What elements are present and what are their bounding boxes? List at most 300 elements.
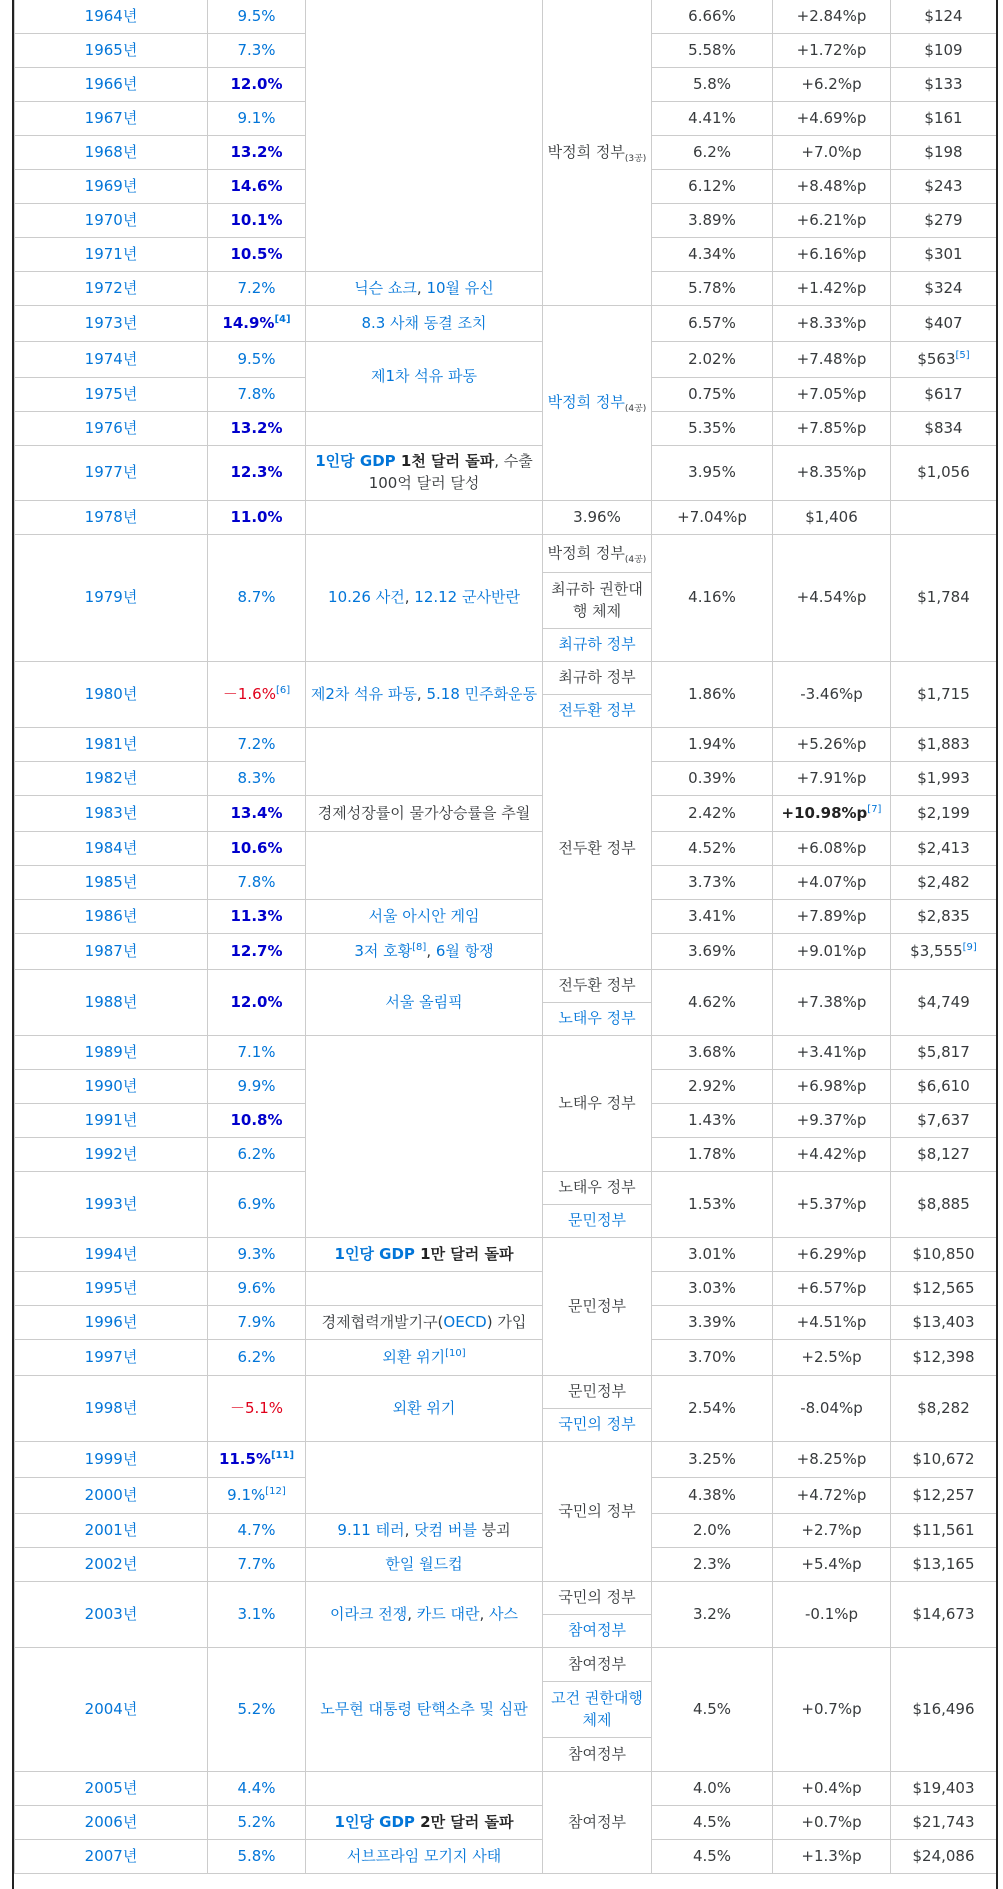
growth-rate-value: 9.1% [227, 1485, 266, 1504]
gdp-per-capita: $2,835 [891, 900, 997, 934]
year-link[interactable]: 2004년 [15, 1648, 208, 1772]
event-link[interactable]: 서울 아시안 게임 [306, 900, 543, 934]
year-link[interactable]: 1982년 [15, 762, 208, 796]
year-link[interactable]: 2000년 [15, 1478, 208, 1514]
year-link[interactable]: 1969년 [15, 170, 208, 204]
year-link[interactable]: 1975년 [15, 378, 208, 412]
year-link[interactable]: 1994년 [15, 1238, 208, 1272]
rate-gap: +4.42%p [773, 1138, 891, 1172]
government-name: 노태우 정부 [543, 1036, 652, 1172]
event-link[interactable]: 외환 위기 [382, 1347, 446, 1366]
growth-rate [208, 1442, 306, 1478]
gdp-per-capita: $13,403 [891, 1306, 997, 1340]
footnote-link[interactable]: [11] [270, 1449, 295, 1461]
gdp-per-capita: $1,883 [891, 728, 997, 762]
government-name[interactable]: 국민의 정부 [543, 1409, 652, 1442]
inflation-rate: 4.34% [652, 238, 773, 272]
event-link[interactable]: 닷컴 버블 [414, 1520, 477, 1539]
table-row [15, 0, 997, 34]
year-link[interactable]: 1974년 [15, 342, 208, 378]
gdp-per-capita: $324 [891, 272, 997, 306]
inflation-rate: 6.2% [652, 136, 773, 170]
event-cell [306, 1806, 543, 1840]
inflation-rate: 4.16% [652, 535, 773, 662]
rate-gap: +0.7%p [773, 1648, 891, 1772]
event-link[interactable]: 1인당 GDP [334, 1812, 415, 1831]
event-link[interactable]: 9.11 테러 [337, 1520, 405, 1539]
inflation-rate: 3.89% [652, 204, 773, 238]
inflation-rate: 2.54% [652, 1376, 773, 1442]
growth-rate: 12.0% [208, 970, 306, 1036]
gdp-per-capita: $12,257 [891, 1478, 997, 1514]
inflation-rate: 1.78% [652, 1138, 773, 1172]
rate-gap: +4.69%p [773, 102, 891, 136]
growth-rate: 8.7% [208, 535, 306, 662]
inflation-rate: 4.5% [652, 1840, 773, 1874]
government-name: 최규하 정부 [543, 662, 652, 695]
gdp-per-capita: $133 [891, 68, 997, 102]
event-cell [306, 272, 543, 306]
gdp-per-capita: $11,561 [891, 1514, 997, 1548]
growth-rate: 7.2% [208, 728, 306, 762]
government-name[interactable]: 문민정부 [543, 1205, 652, 1238]
inflation-rate: 6.57% [652, 306, 773, 342]
event-cell [306, 1582, 543, 1648]
government-name: 박정희 정부 [547, 543, 625, 562]
footnote-link[interactable]: [10] [445, 1347, 466, 1359]
event-link[interactable]: 노무현 대통령 탄핵소추 및 심판 [306, 1648, 543, 1772]
inflation-rate: 6.66% [652, 0, 773, 34]
growth-rate-value: 11.5% [218, 1449, 271, 1468]
year-link[interactable]: 1965년 [15, 34, 208, 68]
rate-gap: +7.48%p [773, 342, 891, 378]
event-link[interactable]: 1인당 GDP [315, 452, 396, 471]
rate-gap: +1.72%p [773, 34, 891, 68]
growth-rate: 7.9% [208, 1306, 306, 1340]
growth-rate: 9.3% [208, 1238, 306, 1272]
inflation-rate: 3.25% [652, 1442, 773, 1478]
growth-rate: 7.2% [208, 272, 306, 306]
year-link[interactable]: 1980년 [15, 662, 208, 728]
year-link[interactable]: 1987년 [15, 934, 208, 970]
event-text: 경제성장률이 물가상승률을 추월 [306, 796, 543, 832]
rate-gap: +5.4%p [773, 1548, 891, 1582]
table-row [15, 1376, 997, 1409]
table-row [15, 342, 997, 378]
event-link[interactable]: 3저 호황 [354, 941, 413, 960]
year-link[interactable]: 1977년 [15, 446, 208, 501]
gdp-per-capita: $14,673 [891, 1582, 997, 1648]
gdp-per-capita: $21,743 [891, 1806, 997, 1840]
growth-rate: 7.1% [208, 1036, 306, 1070]
event-link[interactable]: 5.18 민주화운동 [426, 684, 538, 703]
gdp-per-capita: $161 [891, 102, 997, 136]
event-cell [306, 412, 543, 446]
year-link[interactable]: 1971년 [15, 238, 208, 272]
inflation-rate: 2.42% [652, 796, 773, 832]
footnote-link[interactable]: [5] [955, 349, 970, 361]
inflation-rate: 5.8% [652, 68, 773, 102]
gdp-per-capita: $16,496 [891, 1648, 997, 1772]
gdp-per-capita: $2,482 [891, 866, 997, 900]
event-cell [306, 1514, 543, 1548]
growth-rate: 6.9% [208, 1172, 306, 1238]
inflation-rate: 4.52% [652, 832, 773, 866]
table-row [15, 970, 997, 1003]
year-link[interactable]: 2003년 [15, 1582, 208, 1648]
inflation-rate: 3.68% [652, 1036, 773, 1070]
year-link[interactable]: 1979년 [15, 535, 208, 662]
event-separator: , [479, 1604, 490, 1623]
inflation-rate: 2.3% [652, 1548, 773, 1582]
rate-gap: +2.84%p [773, 0, 891, 34]
growth-rate [208, 1478, 306, 1514]
event-link[interactable]: 한일 월드컵 [306, 1548, 543, 1582]
inflation-rate: 3.69% [652, 934, 773, 970]
gdp-per-capita: $407 [891, 306, 997, 342]
event-link[interactable]: 제1차 석유 파동 [306, 342, 543, 412]
rate-gap: +9.01%p [773, 934, 891, 970]
year-link[interactable]: 1988년 [15, 970, 208, 1036]
rate-gap: +8.35%p [773, 446, 891, 501]
growth-rate: 7.3% [208, 34, 306, 68]
inflation-rate: 3.73% [652, 866, 773, 900]
growth-rate: 7.8% [208, 378, 306, 412]
event-link[interactable]: 서브프라임 모기지 사태 [306, 1840, 543, 1874]
government-sub: (3공) [624, 153, 647, 164]
event-cell [306, 728, 543, 796]
table-row [15, 1582, 997, 1615]
event-link[interactable]: 외환 위기 [306, 1376, 543, 1442]
gdp-per-capita: $1,056 [891, 446, 997, 501]
gdp-per-capita [891, 342, 997, 378]
gdp-per-capita: $2,199 [891, 796, 997, 832]
government-cell [543, 0, 652, 306]
growth-rate: 9.9% [208, 1070, 306, 1104]
table-row [15, 832, 997, 866]
rate-gap: +7.0%p [773, 136, 891, 170]
government-name: 국민의 정부 [543, 1442, 652, 1582]
event-link[interactable]: 서울 올림픽 [306, 970, 543, 1036]
growth-rate [208, 662, 306, 728]
inflation-rate: 3.01% [652, 1238, 773, 1272]
year-link[interactable]: 1976년 [15, 412, 208, 446]
table-row [15, 1272, 997, 1306]
government-name: 문민정부 [543, 1376, 652, 1409]
government-name: 최규하 권한대행 체제 [543, 573, 652, 629]
year-link[interactable]: 2007년 [15, 1840, 208, 1874]
table-row [15, 1306, 997, 1340]
event-link[interactable]: OECD [443, 1312, 487, 1331]
year-link[interactable]: 2002년 [15, 1548, 208, 1582]
inflation-rate: 3.2% [652, 1582, 773, 1648]
rate-gap: -3.46%p [773, 662, 891, 728]
government-name: 전두환 정부 [543, 970, 652, 1003]
event-separator: , [407, 1604, 417, 1623]
inflation-rate: 5.78% [652, 272, 773, 306]
growth-rate: 5.2% [208, 1806, 306, 1840]
event-cell [306, 0, 543, 272]
inflation-rate: 6.12% [652, 170, 773, 204]
inflation-rate: 4.0% [652, 1772, 773, 1806]
gdp-per-capita: $1,993 [891, 762, 997, 796]
year-link[interactable]: 1985년 [15, 866, 208, 900]
gdp-per-capita: $6,610 [891, 1070, 997, 1104]
growth-rate: 5.2% [208, 1648, 306, 1772]
rate-gap: +2.7%p [773, 1514, 891, 1548]
growth-rate: 12.3% [208, 446, 306, 501]
rate-gap: +6.08%p [773, 832, 891, 866]
rate-gap: +7.91%p [773, 762, 891, 796]
rate-gap: +8.33%p [773, 306, 891, 342]
event-text: 2만 달러 돌파 [414, 1812, 514, 1831]
rate-gap: +0.4%p [773, 1772, 891, 1806]
rate-gap: -8.04%p [773, 1376, 891, 1442]
event-text: 경제협력개발기구( [321, 1312, 444, 1331]
government-name[interactable]: 박정희 정부 [547, 393, 625, 412]
table-row [15, 900, 997, 934]
gdp-per-capita: $19,403 [891, 1772, 997, 1806]
table-row [15, 1238, 997, 1272]
gdp-per-capita: $1,406 [773, 501, 891, 535]
inflation-rate: 3.95% [652, 446, 773, 501]
gdp-per-capita: $8,127 [891, 1138, 997, 1172]
gdp-per-capita: $10,850 [891, 1238, 997, 1272]
event-link[interactable]: 1인당 GDP [334, 1244, 415, 1263]
inflation-rate: 2.0% [652, 1514, 773, 1548]
table-row [15, 1340, 997, 1376]
table-row [15, 796, 997, 832]
inflation-rate: 4.5% [652, 1648, 773, 1772]
rate-gap: +9.37%p [773, 1104, 891, 1138]
year-link[interactable]: 1966년 [15, 68, 208, 102]
footnote-link[interactable]: [6] [275, 684, 291, 696]
year-link[interactable]: 1999년 [15, 1442, 208, 1478]
gdp-per-capita: $12,565 [891, 1272, 997, 1306]
year-link[interactable]: 1995년 [15, 1272, 208, 1306]
year-link[interactable]: 1972년 [15, 272, 208, 306]
event-cell [306, 501, 543, 535]
event-text: , 수출 100억 달러 달성 [368, 452, 533, 492]
year-link[interactable]: 1978년 [15, 501, 208, 535]
inflation-rate: 3.41% [652, 900, 773, 934]
inflation-rate: 5.35% [652, 412, 773, 446]
rate-gap: +7.38%p [773, 970, 891, 1036]
table-row [15, 662, 997, 695]
gdp-per-capita: $109 [891, 34, 997, 68]
rate-gap: +7.05%p [773, 378, 891, 412]
event-link[interactable]: 닉슨 쇼크 [354, 278, 417, 297]
year-link[interactable]: 1992년 [15, 1138, 208, 1172]
inflation-rate: 0.39% [652, 762, 773, 796]
event-cell [306, 535, 543, 662]
footnote-link[interactable]: [7] [867, 803, 882, 815]
rate-gap: -0.1%p [773, 1582, 891, 1648]
gdp-per-capita: $2,413 [891, 832, 997, 866]
growth-rate: 14.6% [208, 170, 306, 204]
growth-rate-value: －1.6% [222, 684, 276, 703]
year-link[interactable]: 1996년 [15, 1306, 208, 1340]
event-separator: , [404, 1520, 415, 1539]
gdp-per-capita: $5,817 [891, 1036, 997, 1070]
rate-gap: +6.2%p [773, 68, 891, 102]
rate-gap: +6.29%p [773, 1238, 891, 1272]
growth-rate: －5.1% [208, 1376, 306, 1442]
year-link[interactable]: 1986년 [15, 900, 208, 934]
government-sub: (4공) [624, 554, 647, 565]
event-link[interactable]: 10월 유신 [426, 278, 494, 297]
table-row [15, 1806, 997, 1840]
growth-rate [208, 306, 306, 342]
gdp-per-capita: $10,672 [891, 1442, 997, 1478]
economy-table [14, 0, 997, 1874]
growth-rate: 9.1% [208, 102, 306, 136]
event-cell [306, 1442, 543, 1514]
gdp-per-capita: $8,885 [891, 1172, 997, 1238]
year-link[interactable]: 1989년 [15, 1036, 208, 1070]
growth-rate: 12.7% [208, 934, 306, 970]
table-row [15, 1036, 997, 1070]
footnote-link[interactable]: [8] [412, 941, 427, 953]
government-name[interactable]: 노태우 정부 [543, 1003, 652, 1036]
government-cell [543, 306, 652, 501]
table-row [15, 306, 997, 342]
government-name[interactable]: 고건 권한대행 체제 [543, 1682, 652, 1738]
event-cell [306, 1238, 543, 1272]
event-text: 1만 달러 돌파 [414, 1244, 514, 1263]
rate-gap: +1.42%p [773, 272, 891, 306]
gdp-per-capita: $24,086 [891, 1840, 997, 1874]
growth-rate: 4.4% [208, 1772, 306, 1806]
event-link[interactable]: 사스 [489, 1604, 519, 1623]
gdp-per-capita [891, 934, 997, 970]
event-separator: , [416, 684, 427, 703]
year-link[interactable]: 1993년 [15, 1172, 208, 1238]
growth-rate: 13.2% [208, 136, 306, 170]
government-name: 국민의 정부 [543, 1582, 652, 1615]
growth-rate: 9.5% [208, 0, 306, 34]
growth-rate: 3.1% [208, 1582, 306, 1648]
growth-rate: 9.5% [208, 342, 306, 378]
year-link[interactable]: 1973년 [15, 306, 208, 342]
rate-gap: +6.16%p [773, 238, 891, 272]
growth-rate: 10.8% [208, 1104, 306, 1138]
year-link[interactable]: 1984년 [15, 832, 208, 866]
inflation-rate: 2.02% [652, 342, 773, 378]
table-row [15, 446, 997, 501]
rate-gap: +8.48%p [773, 170, 891, 204]
rate-gap: +7.85%p [773, 412, 891, 446]
footnote-link[interactable]: [9] [962, 941, 977, 953]
table-row [15, 412, 997, 446]
rate-gap: +5.37%p [773, 1172, 891, 1238]
event-link[interactable]: 8.3 사채 동결 조치 [306, 306, 543, 342]
inflation-rate: 1.43% [652, 1104, 773, 1138]
rate-gap: +4.07%p [773, 866, 891, 900]
table-row [15, 728, 997, 762]
table-row [15, 1648, 997, 1682]
government-name[interactable]: 참여정부 [543, 1615, 652, 1648]
event-link[interactable]: 제2차 석유 파동 [310, 684, 417, 703]
growth-rate: 11.0% [208, 501, 306, 535]
inflation-rate: 2.92% [652, 1070, 773, 1104]
year-link[interactable]: 2001년 [15, 1514, 208, 1548]
year-link[interactable]: 1964년 [15, 0, 208, 34]
government-name[interactable]: 최규하 정부 [543, 629, 652, 662]
year-link[interactable]: 1968년 [15, 136, 208, 170]
government-name[interactable]: 전두환 정부 [543, 695, 652, 728]
government-name: 참여정부 [543, 1772, 652, 1874]
rate-gap [773, 796, 891, 832]
event-link[interactable]: 이라크 전쟁 [329, 1604, 408, 1623]
event-link[interactable]: 12.12 군사반란 [414, 588, 520, 607]
event-cell [306, 1036, 543, 1238]
rate-gap: +4.72%p [773, 1478, 891, 1514]
inflation-rate: 3.96% [543, 501, 652, 535]
inflation-rate: 4.41% [652, 102, 773, 136]
footnote-link[interactable]: [4] [274, 313, 291, 325]
year-link[interactable]: 1983년 [15, 796, 208, 832]
growth-rate: 13.4% [208, 796, 306, 832]
gdp-per-capita: $8,282 [891, 1376, 997, 1442]
event-cell [306, 1272, 543, 1306]
table-row [15, 1514, 997, 1548]
table-row [15, 1772, 997, 1806]
table-frame [12, 0, 998, 1889]
inflation-rate: 1.53% [652, 1172, 773, 1238]
growth-rate: 12.0% [208, 68, 306, 102]
year-link[interactable]: 1991년 [15, 1104, 208, 1138]
growth-rate: 6.2% [208, 1138, 306, 1172]
growth-rate: 10.1% [208, 204, 306, 238]
growth-rate: 13.2% [208, 412, 306, 446]
rate-gap-value: +10.98%p [781, 803, 868, 822]
gdp-per-capita: $4,749 [891, 970, 997, 1036]
event-text: 1천 달러 돌파 [395, 452, 495, 471]
rate-gap: +8.25%p [773, 1442, 891, 1478]
year-link[interactable]: 1997년 [15, 1340, 208, 1376]
year-link[interactable]: 1970년 [15, 204, 208, 238]
event-link[interactable]: 카드 대란 [416, 1604, 480, 1623]
table-row [15, 1840, 997, 1874]
rate-gap: +1.3%p [773, 1840, 891, 1874]
gdp-per-capita: $1,784 [891, 535, 997, 662]
year-link[interactable]: 1990년 [15, 1070, 208, 1104]
event-link[interactable]: 6월 항쟁 [435, 941, 494, 960]
rate-gap: +4.51%p [773, 1306, 891, 1340]
growth-rate: 9.6% [208, 1272, 306, 1306]
year-link[interactable]: 2005년 [15, 1772, 208, 1806]
event-link[interactable]: 10.26 사건 [328, 588, 405, 607]
inflation-rate: 5.58% [652, 34, 773, 68]
event-separator: , [416, 278, 427, 297]
event-cell [306, 934, 543, 970]
year-link[interactable]: 1981년 [15, 728, 208, 762]
year-link[interactable]: 1998년 [15, 1376, 208, 1442]
year-link[interactable]: 1967년 [15, 102, 208, 136]
rate-gap: +6.98%p [773, 1070, 891, 1104]
event-cell [306, 1306, 543, 1340]
rate-gap: +0.7%p [773, 1806, 891, 1840]
gdp-per-capita: $13,165 [891, 1548, 997, 1582]
inflation-rate: 3.70% [652, 1340, 773, 1376]
table-row [15, 1548, 997, 1582]
footnote-link[interactable]: [12] [265, 1485, 286, 1497]
inflation-rate: 4.62% [652, 970, 773, 1036]
rate-gap: +2.5%p [773, 1340, 891, 1376]
year-link[interactable]: 2006년 [15, 1806, 208, 1840]
gdp-value: $3,555 [910, 941, 963, 960]
